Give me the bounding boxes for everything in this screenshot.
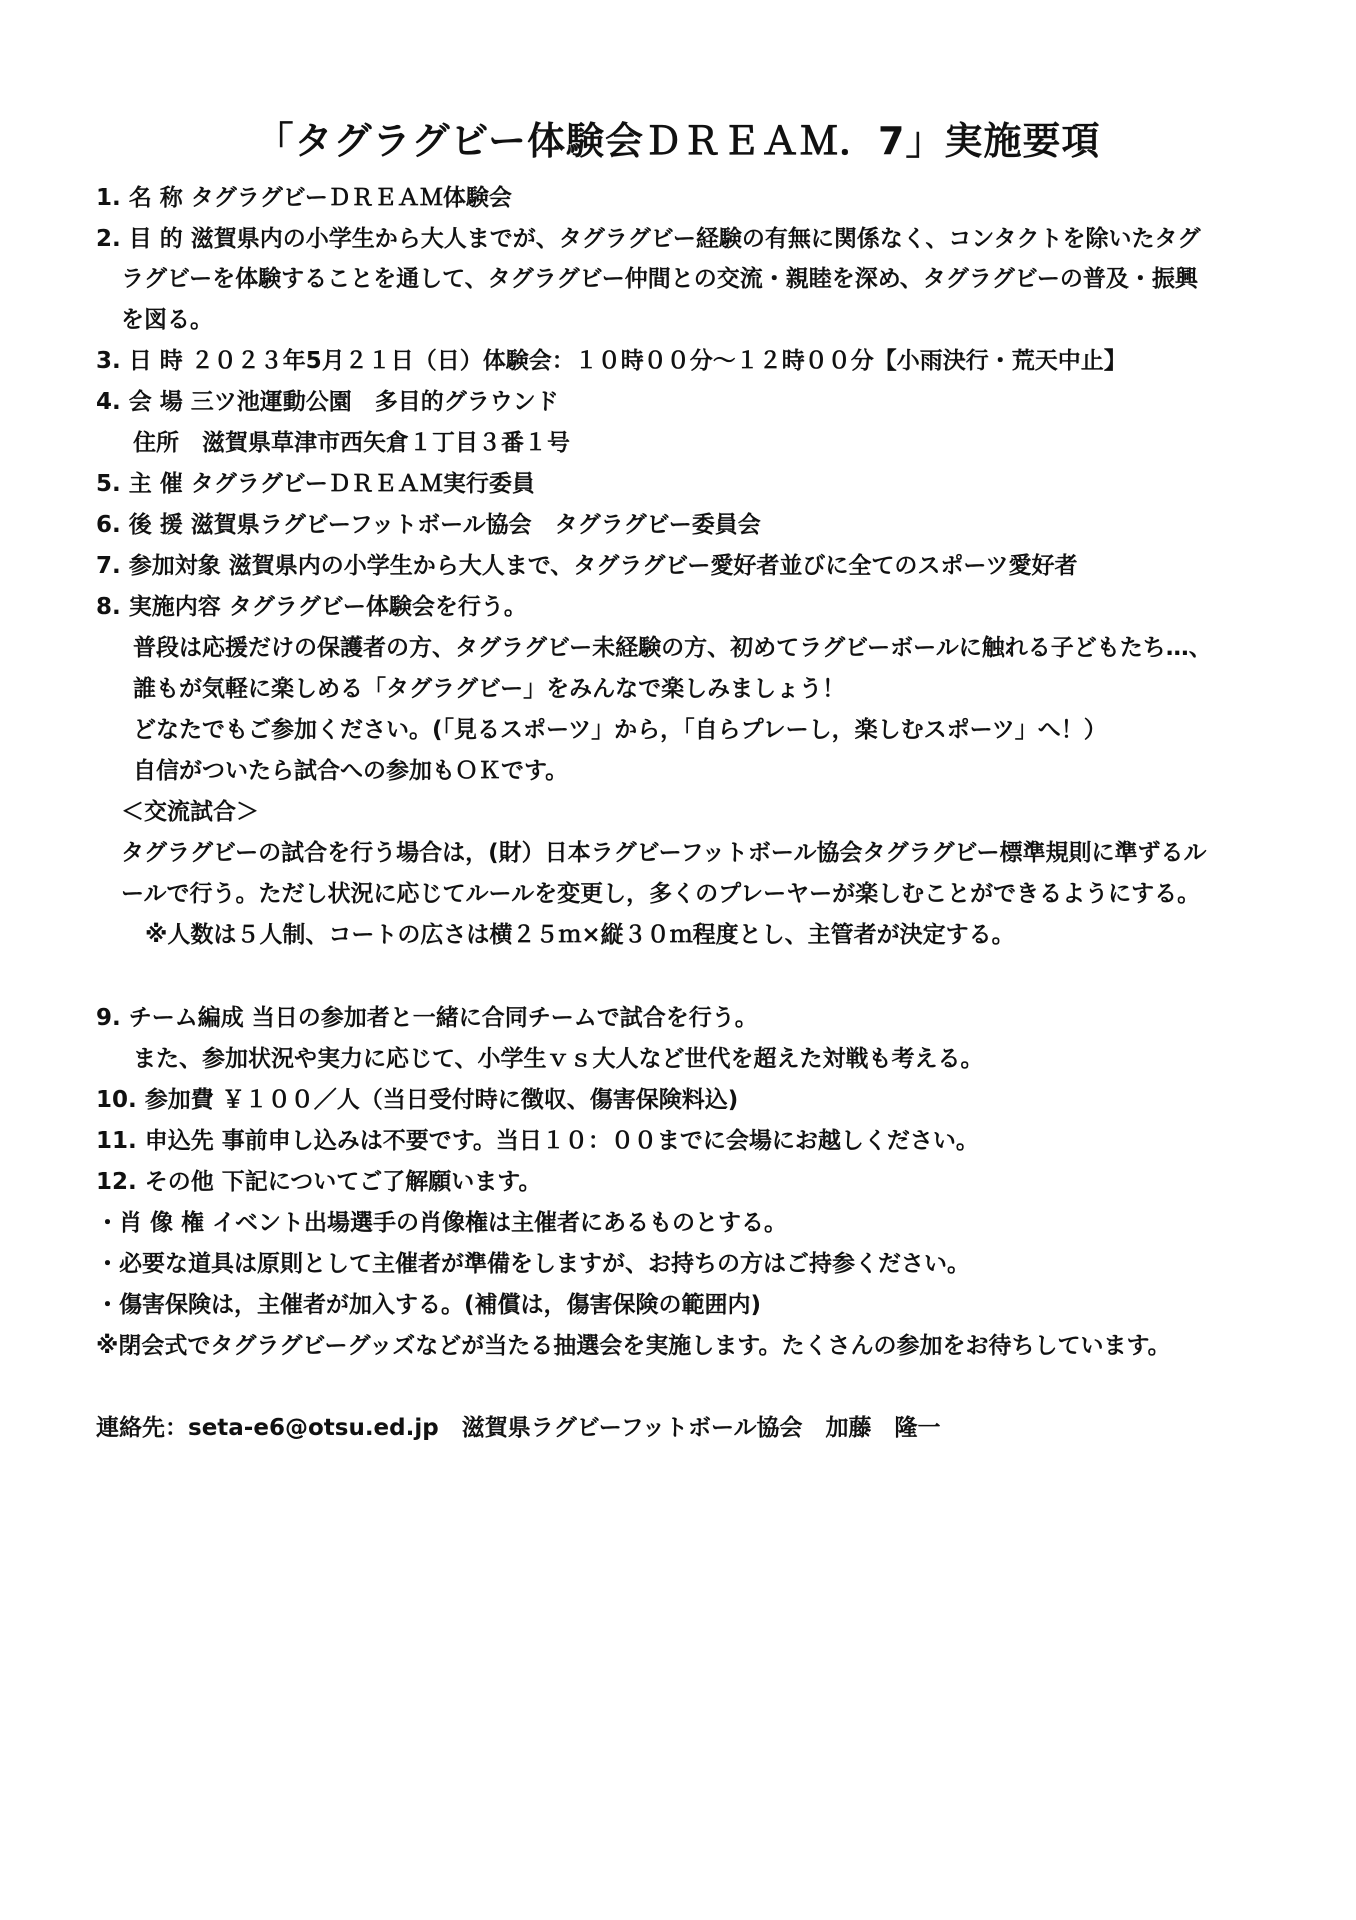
item-8-detail: どなたでもご参加ください。(「見るスポーツ」から，「自らプレーし，楽しむスポーツ」へ！） xyxy=(133,717,1107,743)
item-11-application: 11. 申込先 事前申し込みは不要です。当日１０：００までに会場にお越しください。 xyxy=(96,1128,979,1154)
contact-line: 連絡先：seta-e6@otsu.ed.jp 滋賀県ラグビーフットボール協会 加藤 隆一 xyxy=(96,1415,941,1441)
item-2-purpose: 2. 目 的 滋賀県内の小学生から大人までが、タグラグビー経験の有無に関係なく、コンタクトを除いたタグ xyxy=(96,226,1201,252)
exchange-match-heading: ＜交流試合＞ xyxy=(121,799,259,825)
item-8-detail: 普段は応援だけの保護者の方、タグラグビー未経験の方、初めてラグビーボールに触れる子どもたち…、 xyxy=(133,635,1212,661)
note-equipment: ・必要な道具は原則として主催者が準備をしますが、お持ちの方はご持参ください。 xyxy=(96,1251,970,1277)
item-4-venue: 4. 会 場 三ツ池運動公園 多目的グラウンド xyxy=(96,389,559,415)
note-portrait-rights: ・肖 像 権 イベント出場選手の肖像権は主催者にあるものとする。 xyxy=(96,1210,788,1236)
item-12-other: 12. その他 下記についてご了解願います。 xyxy=(96,1169,542,1195)
exchange-match-note: ※人数は５人制、コートの広さは横２５ｍ×縦３０ｍ程度とし、主管者が決定する。 xyxy=(145,922,1015,948)
item-9-team-cont: また、参加状況や実力に応じて、小学生ｖｓ大人など世代を超えた対戦も考える。 xyxy=(133,1046,984,1072)
item-6-support: 6. 後 援 滋賀県ラグビーフットボール協会 タグラグビー委員会 xyxy=(96,512,761,538)
item-5-organizer: 5. 主 催 タグラグビーＤＲＥＡＭ実行委員 xyxy=(96,471,535,497)
item-10-fee: 10. 参加費 ￥１００／人（当日受付時に徴収、傷害保険料込) xyxy=(96,1087,739,1113)
item-2-purpose-cont: ラグビーを体験することを通して、タグラグビー仲間との交流・親睦を深め、タグラグビーの普及・振興 xyxy=(121,266,1198,292)
item-7-target: 7. 参加対象 滋賀県内の小学生から大人まで、タグラグビー愛好者並びに全てのスポーツ愛好者 xyxy=(96,553,1078,579)
item-4-address: 住所 滋賀県草津市西矢倉１丁目３番１号 xyxy=(133,430,570,456)
item-8-detail: 誰もが気軽に楽しめる「タグラグビー」をみんなで楽しみましょう！ xyxy=(133,676,846,702)
item-9-team: 9. チーム編成 当日の参加者と一緒に合同チームで試合を行う。 xyxy=(96,1005,758,1031)
document-title: 「タグラグビー体験会ＤＲＥＡＭ．7」実施要項 xyxy=(255,119,1101,163)
note-lottery: ※閉会式でタグラグビーグッズなどが当たる抽選会を実施します。たくさんの参加をお待ちしています。 xyxy=(96,1333,1171,1359)
item-3-datetime: 3. 日 時 ２０２３年5月２１日（日）体験会：１０時００分～１２時００分【小雨決行・荒天中止】 xyxy=(96,348,1127,374)
item-2-purpose-cont: を図る。 xyxy=(121,307,213,333)
note-insurance: ・傷害保険は，主催者が加入する。(補償は，傷害保険の範囲内) xyxy=(96,1292,762,1318)
item-8-content: 8. 実施内容 タグラグビー体験会を行う。 xyxy=(96,594,527,620)
exchange-match-text: タグラグビーの試合を行う場合は，(財）日本ラグビーフットボール協会タグラグビー標準規則に準ずるル xyxy=(121,840,1207,866)
exchange-match-text: ールで行う。ただし状況に応じてルールを変更し，多くのプレーヤーが楽しむことができるようにする。 xyxy=(121,881,1201,907)
item-1-name: 1. 名 称 タグラグビーＤＲＥＡＭ体験会 xyxy=(96,185,512,211)
item-8-detail: 自信がついたら試合への参加もＯＫです。 xyxy=(133,758,569,784)
